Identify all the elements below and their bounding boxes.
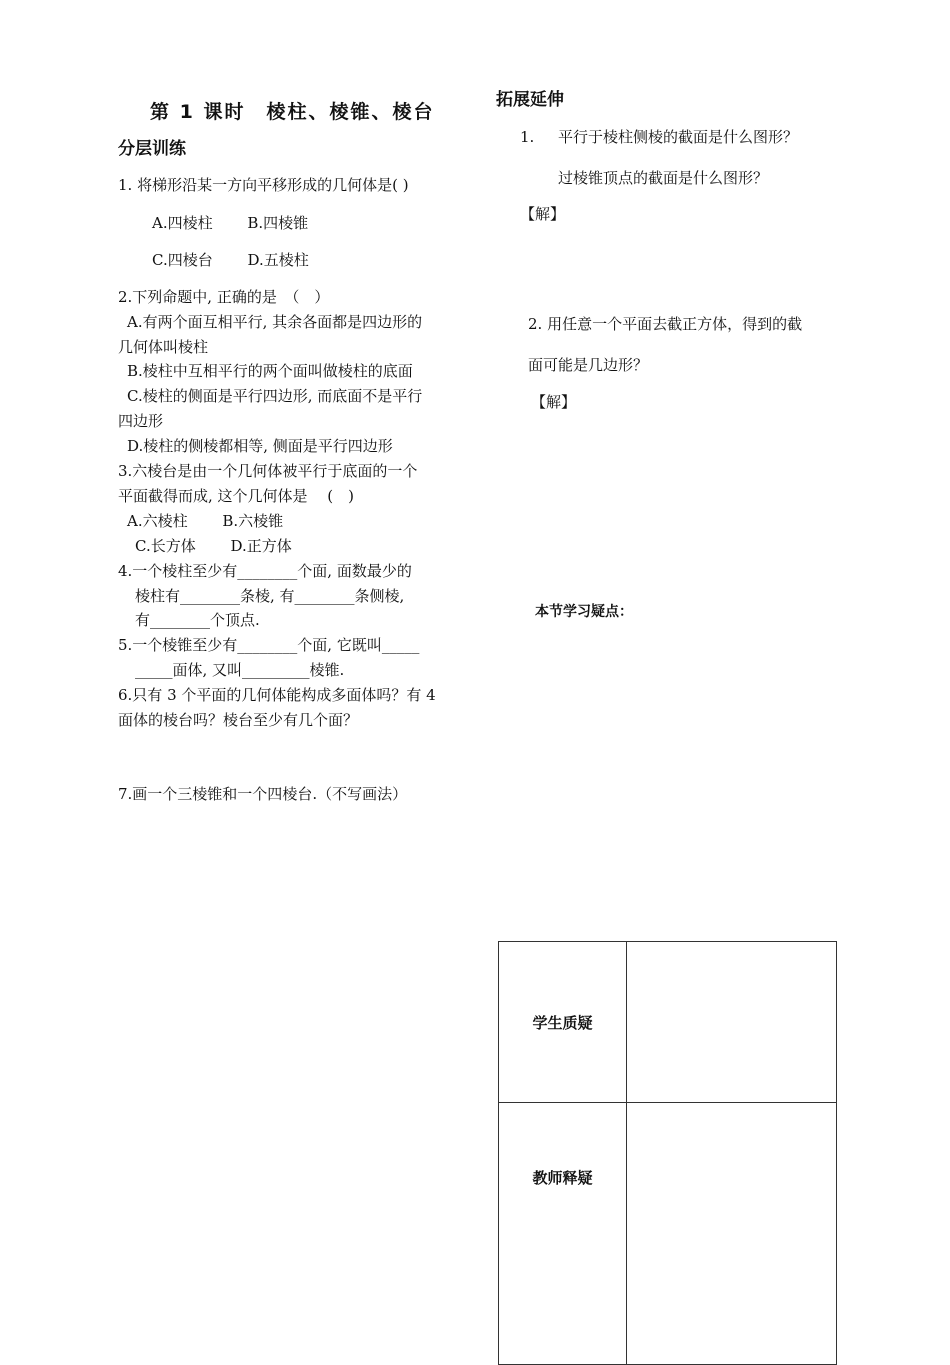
question-2-option-a-cont: 几何体叫棱柱 [118, 338, 209, 356]
question-5: 5.一个棱锥至少有________个面, 它既叫_____ [118, 636, 420, 654]
extension-question-1-cont: 过棱锥顶点的截面是什么图形？ [558, 169, 769, 187]
question-1-options-ab: A.四棱柱 B.四棱锥 [152, 214, 309, 232]
section-heading-layered-training: 分层训练 [118, 139, 186, 159]
question-6-cont: 面体的棱台吗？棱台至少有几个面？ [118, 711, 359, 729]
student-question-label: 学生质疑 [499, 942, 627, 1103]
student-question-cell [627, 942, 837, 1103]
extension-question-1-number: 1. [520, 128, 535, 146]
extension-question-2: 2. 用任意一个平面去截正方体，得到的截 [528, 315, 803, 333]
question-2: 2.下列命题中, 正确的是 （ ） [118, 288, 330, 306]
question-5-cont: _____面体, 又叫_________棱锥. [135, 661, 345, 679]
answer-label-2: 【解】 [531, 393, 577, 411]
question-2-option-a: A.有两个面互相平行, 其余各面都是四边形的 [127, 313, 423, 331]
question-2-option-c-cont: 四边形 [118, 412, 164, 430]
answer-label-1: 【解】 [520, 205, 566, 223]
question-4-cont: 棱柱有________条棱, 有________条侧棱, [135, 587, 405, 605]
question-3: 3.六棱台是由一个几何体被平行于底面的一个 [118, 462, 418, 480]
teacher-answer-label: 教师释疑 [499, 1103, 627, 1365]
extension-question-1: 平行于棱柱侧棱的截面是什么图形？ [558, 128, 799, 146]
question-2-option-b: B.棱柱中互相平行的两个面叫做棱柱的底面 [127, 362, 413, 380]
teacher-answer-row [499, 1103, 837, 1365]
section-heading-extension: 拓展延伸 [496, 90, 564, 110]
question-2-option-d: D.棱柱的侧棱都相等, 侧面是平行四边形 [127, 437, 393, 455]
question-4: 4.一个棱柱至少有________个面, 面数最少的 [118, 562, 412, 580]
teacher-answer-cell [627, 1103, 837, 1365]
student-question-row [499, 942, 837, 1103]
lesson-title: 第 1 课时 棱柱、棱锥、棱台 [150, 101, 435, 123]
question-3-options-cd: C.长方体 D.正方体 [135, 537, 292, 555]
extension-question-2-cont: 面可能是几边形？ [528, 356, 649, 374]
question-1-options-cd: C.四棱台 D.五棱柱 [152, 251, 309, 269]
question-3-options-ab: A.六棱柱 B.六棱锥 [127, 512, 284, 530]
question-answer-table [498, 941, 837, 1365]
question-6: 6.只有 3 个平面的几何体能构成多面体吗？有 4 [118, 686, 436, 704]
question-1: 1. 将梯形沿某一方向平移形成的几何体是( ) [118, 176, 409, 194]
learning-doubts-label: 本节学习疑点： [535, 604, 633, 620]
question-2-option-c: C.棱柱的侧面是平行四边形, 而底面不是平行 [127, 387, 423, 405]
question-7: 7.画一个三棱锥和一个四棱台.（不写画法） [118, 785, 408, 803]
question-3-cont: 平面截得而成, 这个几何体是 ( ) [118, 487, 355, 505]
question-4-cont-2: 有________个顶点. [135, 611, 260, 629]
